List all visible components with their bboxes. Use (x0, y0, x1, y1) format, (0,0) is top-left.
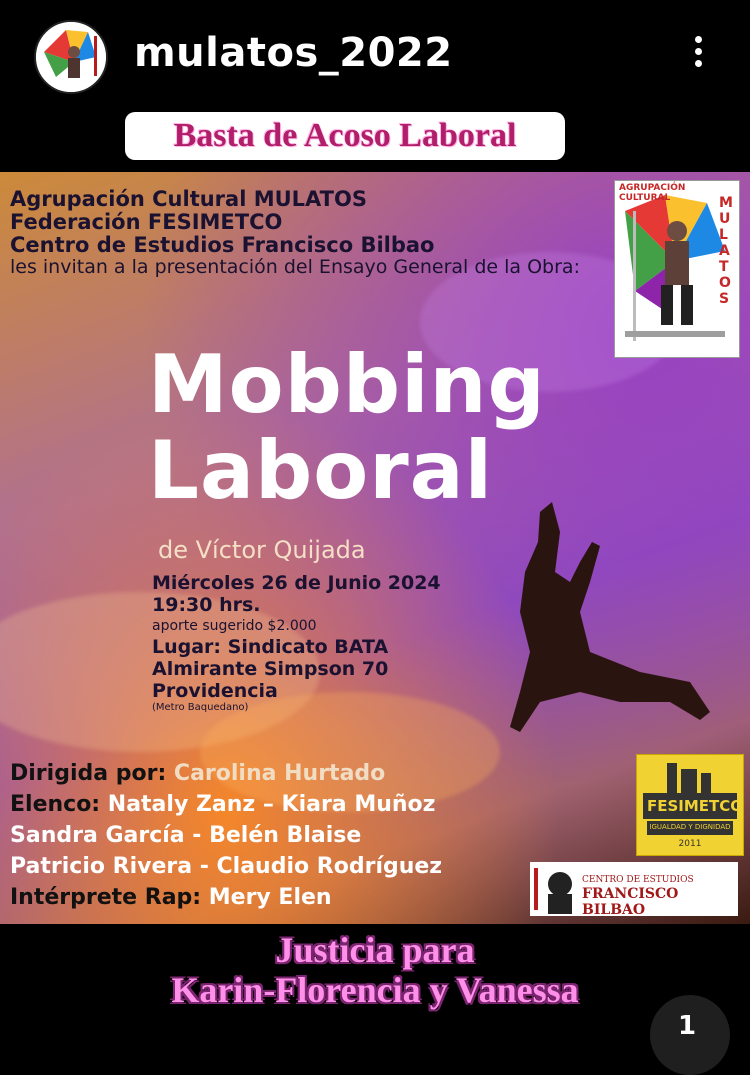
credit-rap (10, 882, 442, 913)
banner-top-slogan: Basta de Acoso Laboral (125, 112, 565, 160)
jumping-person-silhouette (500, 502, 730, 752)
event-metro: (Metro Baquedano) (152, 702, 249, 713)
mulatos-logo-top-text: AGRUPACIÓN CULTURAL (619, 183, 686, 203)
intro-invite: les invitan a la presentación del Ensayo General de la Obra: (10, 256, 580, 278)
event-price: aporte sugerido $2.000 (152, 618, 317, 634)
post-header (0, 0, 750, 110)
bilbao-line2: FRANCISCO BILBAO (582, 886, 679, 918)
banner-bottom-line2: Karin-Florencia y Vanessa (171, 970, 579, 1010)
event-details (152, 572, 441, 714)
poster-intro (10, 188, 580, 278)
event-date: Miércoles 26 de Junio 2024 (152, 572, 441, 594)
credit-name: Mery Elen (208, 885, 332, 910)
fesimetco-name: FESIMETCO (647, 797, 744, 815)
credit-name: Sandra García - Belén Blaise (10, 823, 362, 848)
credit-director (10, 758, 442, 789)
event-address: Almirante Simpson 70 (152, 658, 389, 680)
mulatos-logo-vertical-text: MULATOS (719, 195, 733, 307)
username[interactable]: mulatos_2022 (134, 30, 453, 76)
event-poster (0, 172, 750, 924)
floating-badge-label: 1 (678, 1011, 697, 1041)
bilbao-line1: CENTRO DE ESTUDIOS (582, 875, 694, 885)
event-address: Providencia (152, 680, 278, 702)
fesimetco-year: 2011 (678, 839, 702, 849)
credit-name: Nataly Zanz – Kiara Muñoz (107, 792, 436, 817)
play-title (148, 338, 546, 517)
credits (10, 758, 442, 913)
credit-name: Patricio Rivera - Claudio Rodríguez (10, 854, 443, 879)
intro-line: Federación FESIMETCO (10, 210, 283, 234)
credit-label: Intérprete Rap: (10, 885, 202, 910)
more-vertical-icon[interactable] (688, 36, 708, 76)
mulatos-avatar-icon[interactable] (34, 20, 108, 94)
fesimetco-motto: IGUALDAD Y DIGNIDAD (649, 823, 731, 831)
event-time: 19:30 hrs. (152, 594, 261, 616)
title-line1: Mobbing (148, 338, 546, 431)
intro-line: Agrupación Cultural MULATOS (10, 187, 367, 211)
play-author: de Víctor Quijada (158, 536, 366, 564)
banner-bottom-slogan (30, 930, 720, 1020)
mulatos-logo (614, 180, 740, 358)
credit-label: Dirigida por: (10, 761, 167, 786)
banner-bottom-line1: Justicia para (275, 930, 475, 970)
intro-line: Centro de Estudios Francisco Bilbao (10, 233, 435, 257)
credit-name: Carolina Hurtado (173, 761, 386, 786)
credit-cast (10, 789, 442, 820)
floating-badge-button[interactable] (650, 995, 730, 1075)
event-place: Lugar: Sindicato BATA (152, 636, 389, 658)
fesimetco-logo (636, 754, 744, 856)
title-line2: Laboral (148, 424, 494, 517)
credit-label: Elenco: (10, 792, 101, 817)
bilbao-logo (530, 862, 738, 916)
